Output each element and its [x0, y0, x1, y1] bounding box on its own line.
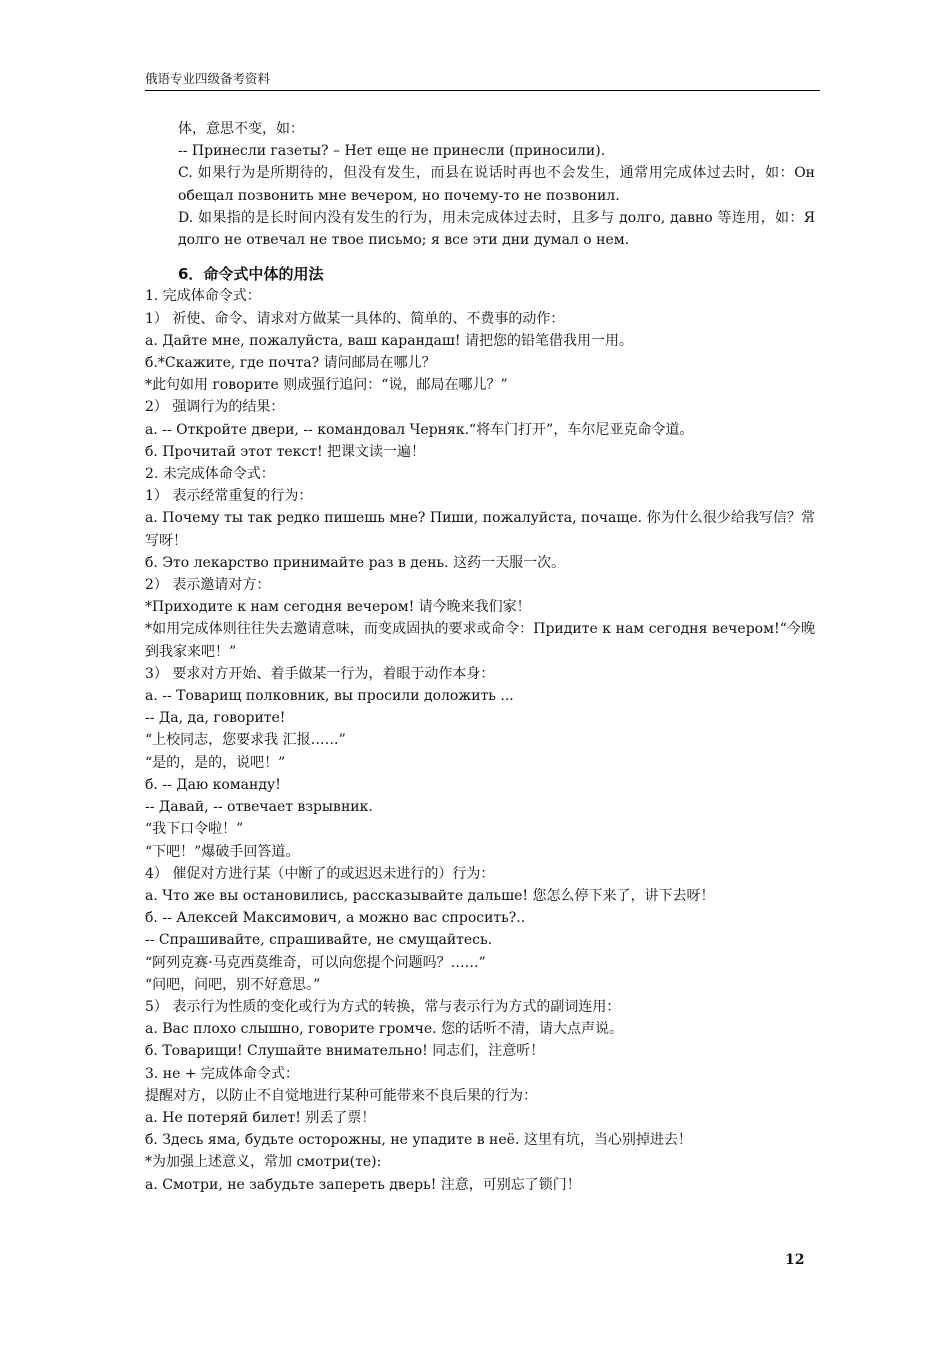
header-title: 俄语专业四级备考资料 — [145, 71, 271, 86]
paragraph-line: “上校同志，您要求我 汇报……” — [145, 732, 346, 749]
paragraph-line: а. Дайте мне, пожалуйста, ваш карандаш! 请把您的铅笔借我用一用。 — [145, 332, 633, 349]
paragraph-line: а. Смотри, не забудьте запереть дверь! 注意，可别忘了锁门！ — [145, 1176, 581, 1193]
paragraph-line: а. -- Откройте двери, -- командовал Черняк.“将车门打开”，车尔尼亚克命令道。 — [145, 421, 694, 438]
paragraph-wrapped: *如用完成体则往往失去邀请意味，而变成固执的要求或命令：Придите к нам сегодня вечером!“今晚到我家来吧！” — [145, 621, 815, 660]
paragraph-line: 2） 表示邀请对方： — [145, 577, 271, 594]
paragraph-c: C. 如果行为是所期待的，但没有发生，而县在说话时再也不会发生，通常用完成体过去时，如：Он обещал позвонить мне вечером, но почему-то не позвонил. — [178, 165, 815, 204]
paragraph-line: 3. не + 完成体命令式： — [145, 1065, 300, 1082]
paragraph-line: -- Давай, -- отвечает взрывник. — [145, 799, 373, 816]
paragraph-line: 1. 完成体命令式： — [145, 288, 261, 305]
paragraph-line: 3） 要求对方开始、着手做某一行为，着眼于动作本身： — [145, 665, 495, 682]
paragraph-line: 2） 强调行为的结果： — [145, 399, 285, 416]
paragraph-line: 5） 表示行为性质的变化或行为方式的转换，常与表示行为方式的副词连用： — [145, 998, 621, 1015]
document-body — [145, 118, 815, 1196]
paragraph-line: -- Спрашивайте, спрашивайте, не смущайтесь. — [145, 932, 493, 949]
paragraph-line: 提醒对方，以防止不自觉地进行某种可能带来不良后果的行为： — [145, 1087, 537, 1104]
paragraph-line: а. -- Товарищ полковник, вы просили доложить ... — [145, 688, 514, 705]
paragraph-line: “阿列克赛·马克西莫维奇，可以向您提个问题吗？……” — [145, 954, 486, 971]
paragraph-line: *Приходите к нам сегодня вечером! 请今晚来我们家！ — [145, 599, 531, 616]
paragraph-line: “是的，是的，说吧！” — [145, 754, 286, 771]
paragraph-line: 1） 表示经常重复的行为： — [145, 488, 313, 505]
paragraph-line: б. Прочитай этот текст! 把课文读一遍！ — [145, 443, 426, 460]
paragraph-line: а. Что же вы остановились, рассказывайте дальше! 您怎么停下来了，讲下去呀！ — [145, 887, 715, 904]
section-title: 6．命令式中体的用法 — [178, 265, 324, 284]
paragraph-wrapped: а. Почему ты так редко пишешь мне? Пиши, пожалуйста, почаще. 你为什么很少给我写信？常写呀！ — [145, 510, 815, 549]
paragraph-d: D. 如果指的是长时间内没有发生的行为，用未完成体过去时，且多与 долго, давно 等连用，如：Я долго не отвечал не твое письмо; я все эти дни думал о нем. — [178, 209, 815, 249]
paragraph-line: *此句如用 говорите 则成强行追问：“说，邮局在哪儿？” — [145, 377, 508, 394]
paragraph-line: “问吧，问吧，别不好意思。” — [145, 976, 321, 993]
paragraph-line: “我下口令啦！” — [145, 821, 244, 838]
paragraph-line: 1） 祈使、命令、请求对方做某一具体的、简单的、不费事的动作： — [145, 310, 565, 327]
paragraph-line: б. Товарищи! Слушайте внимательно! 同志们，注意听！ — [145, 1043, 545, 1060]
paragraph-line: б. Это лекарство принимайте раз в день. 这药一天服一次。 — [145, 554, 566, 571]
paragraph-line: б. Здесь яма, будьте осторожны, не упадите в неё. 这里有坑，当心别掉进去！ — [145, 1132, 692, 1149]
page-number: 12 — [785, 1252, 805, 1268]
paragraph-line: б. -- Алексей Максимович, а можно вас спросить?.. — [145, 910, 526, 927]
paragraph-line: б. -- Даю команду! — [145, 776, 281, 793]
paragraph-line: 体，意思不变，如： — [178, 121, 304, 137]
paragraph-line: б.*Скажите, где почта? 请问邮局在哪儿？ — [145, 355, 436, 372]
paragraph-line: -- Да, да, говорите! — [145, 710, 286, 727]
paragraph-line: -- Принесли газеты? – Нет еще не принесли (приносили). — [178, 143, 606, 160]
page-header — [145, 70, 820, 91]
paragraph-line: а. Вас плохо слышно, говорите громче. 您的话听不清，请大点声说。 — [145, 1021, 624, 1038]
paragraph-line: 4） 催促对方进行某（中断了的或迟迟未进行的）行为： — [145, 865, 495, 882]
paragraph-line: а. Не потеряй билет! 别丢了票！ — [145, 1109, 376, 1126]
paragraph-line: 2. 未完成体命令式： — [145, 466, 275, 483]
paragraph-line: “下吧！”爆破手回答道。 — [145, 843, 300, 860]
paragraph-line: *为加强上述意义，常加 смотри(те): — [145, 1154, 382, 1171]
